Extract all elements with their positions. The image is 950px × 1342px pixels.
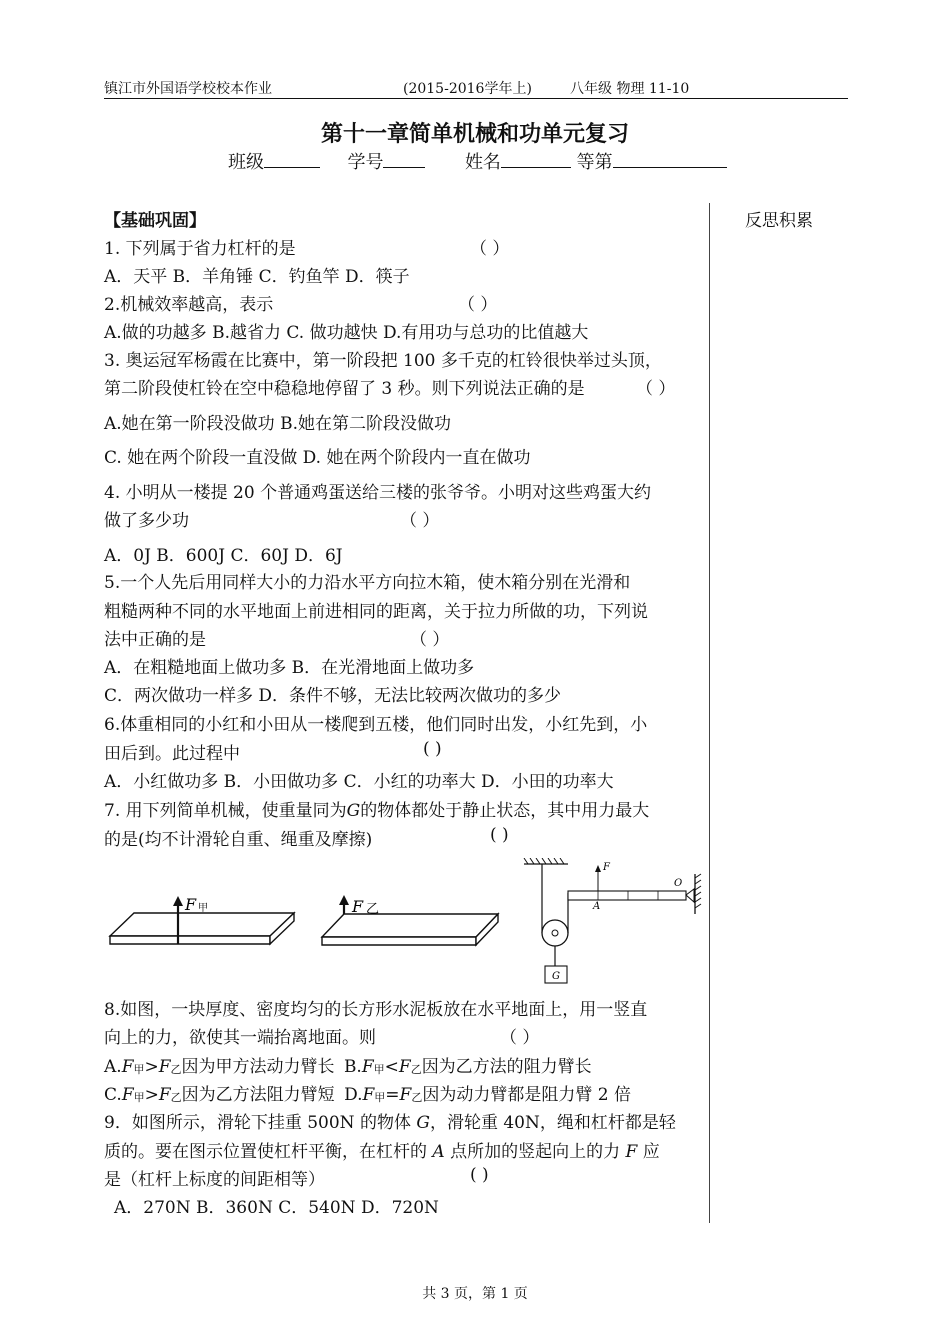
q6-line1: 6.体重相同的小红和小田从一楼爬到五楼，他们同时出发，小红先到，小 <box>104 715 648 735</box>
q5-options-cd: C．两次做功一样多 D．条件不够，无法比较两次做功的多少 <box>104 686 562 706</box>
header-course: 八年级 物理 11-10 <box>570 81 690 97</box>
student-info-line <box>228 148 727 174</box>
q3-line1: 3. 奥运冠军杨霞在比赛中，第一阶段把 100 多千克的杠铃很快举过头顶， <box>104 351 662 371</box>
q8-option-d: D.F甲=F乙因为动力臂都是阻力臂 2 倍 <box>344 1085 631 1105</box>
header-school: 镇江市外国语学校校本作业 <box>104 81 272 97</box>
header-divider <box>104 98 848 99</box>
page-title: 第十一章简单机械和功单元复习 <box>320 121 629 147</box>
q4-line2: 做了多少功 <box>104 511 189 531</box>
grade-blank[interactable] <box>613 151 727 168</box>
column-divider <box>709 203 710 1223</box>
id-blank[interactable] <box>383 151 425 168</box>
q8-options-ab <box>104 1052 592 1077</box>
q8-line2: 向上的力，欲使其一端抬离地面。则 <box>104 1028 376 1048</box>
q3-line2: 第二阶段使杠铃在空中稳稳地停留了 3 秒。则下列说法正确的是 <box>104 379 585 399</box>
q5-options-ab: A．在粗糙地面上做功多 B．在光滑地面上做功多 <box>104 658 475 678</box>
q7-line2: 的是(均不计滑轮自重、绳重及摩擦) <box>104 830 373 850</box>
q2-options: A.做的功越多 B.越省力 C. 做功越快 D.有用功与总功的比值越大 <box>104 323 589 343</box>
q9-line1: 9．如图所示，滑轮下挂重 500N 的物体 G，滑轮重 40N，绳和杠杆都是轻 <box>104 1113 676 1133</box>
lever-pulley-figure <box>524 858 701 983</box>
q1-options: A．天平 B．羊角锤 C．钓鱼竿 D．筷子 <box>104 267 410 287</box>
q6-options: A．小红做功多 B．小田做功多 C．小红的功率大 D．小田的功率大 <box>104 772 614 792</box>
lever-point-a: A <box>593 901 601 912</box>
q6-answer-paren[interactable]: ( ) <box>423 739 442 759</box>
q9-line2: 质的。要在图示位置使杠杆平衡，在杠杆的 A 点所加的竖起向上的力 F 应 <box>104 1142 660 1162</box>
section-title: 【基础巩固】 <box>104 211 206 231</box>
slab2-force-label: F <box>352 897 364 916</box>
slab-figure-jia <box>110 895 294 944</box>
id-label: 学号 <box>347 152 384 173</box>
q3-answer-paren[interactable]: （ ） <box>636 379 676 399</box>
q5-line2: 粗糙两种不同的水平地面上前进相同的距离，关于拉力所做的功，下列说 <box>104 602 648 622</box>
q7-line1: 7. 用下列简单机械，使重量同为G的物体都处于静止状态，其中用力最大 <box>104 801 650 821</box>
q8-option-b: B.F甲<F乙因为乙方法的阻力臂长 <box>343 1057 592 1077</box>
lever-pivot-o: O <box>674 878 683 889</box>
slab-figure-yi <box>322 895 498 945</box>
q3-options-ab: A.她在第一阶段没做功 B.她在第二阶段没做功 <box>104 414 451 434</box>
weight-label: G <box>552 971 560 982</box>
q5-answer-paren[interactable]: （ ） <box>410 630 450 650</box>
q5-line3: 法中正确的是 <box>104 630 206 650</box>
q6-line2: 田后到。此过程中 <box>104 744 240 764</box>
q8-answer-paren[interactable]: （ ） <box>500 1028 540 1048</box>
q5-line1: 5.一个人先后用同样大小的力沿水平方向拉木箱，使木箱分别在光滑和 <box>104 573 631 593</box>
grade-label: 等第 <box>576 152 613 173</box>
slab1-force-sub: 甲 <box>198 903 208 914</box>
q2-stem: 2.机械效率越高，表示 <box>104 295 274 315</box>
q1-stem: 1. 下列属于省力杠杆的是 <box>104 239 296 259</box>
q7-answer-paren[interactable]: ( ) <box>490 825 509 845</box>
q9-options: A．270N B．360N C．540N D．720N <box>114 1198 439 1218</box>
q8-line1: 8.如图，一块厚度、密度均匀的长方形水泥板放在水平地面上，用一竖直 <box>104 1000 648 1020</box>
name-label: 姓名 <box>464 152 501 173</box>
q9-line3: 是（杠杆上标度的间距相等） <box>104 1170 325 1190</box>
slab2-force-sub: 乙 <box>366 902 380 917</box>
name-blank[interactable] <box>501 151 571 168</box>
page-footer: 共 3 页，第 1 页 <box>422 1286 528 1302</box>
q4-answer-paren[interactable]: （ ） <box>400 511 440 531</box>
lever-force-label: F <box>603 862 610 873</box>
q8-options-cd <box>104 1080 631 1105</box>
class-label: 班级 <box>228 152 264 173</box>
slab1-force-label: F <box>185 895 197 914</box>
side-column-label: 反思积累 <box>745 211 813 231</box>
q4-options: A．0J B．600J C．60J D．6J <box>104 546 343 566</box>
q9-answer-paren[interactable]: ( ) <box>470 1165 489 1185</box>
q1-answer-paren[interactable]: （ ） <box>470 239 510 259</box>
q8-option-a: A.F甲>F乙因为甲方法动力臂长 <box>104 1057 335 1077</box>
q8-option-c: C.F甲>F乙因为乙方法阻力臂短 <box>104 1085 335 1105</box>
figures-strip <box>104 858 708 988</box>
class-blank[interactable] <box>264 151 320 168</box>
q4-line1: 4. 小明从一楼提 20 个普通鸡蛋送给三楼的张爷爷。小明对这些鸡蛋大约 <box>104 483 652 503</box>
q3-options-cd: C. 她在两个阶段一直没做 D. 她在两个阶段内一直在做功 <box>104 448 531 468</box>
header-term: (2015-2016学年上) <box>403 81 532 97</box>
q2-answer-paren[interactable]: （ ） <box>458 295 498 315</box>
